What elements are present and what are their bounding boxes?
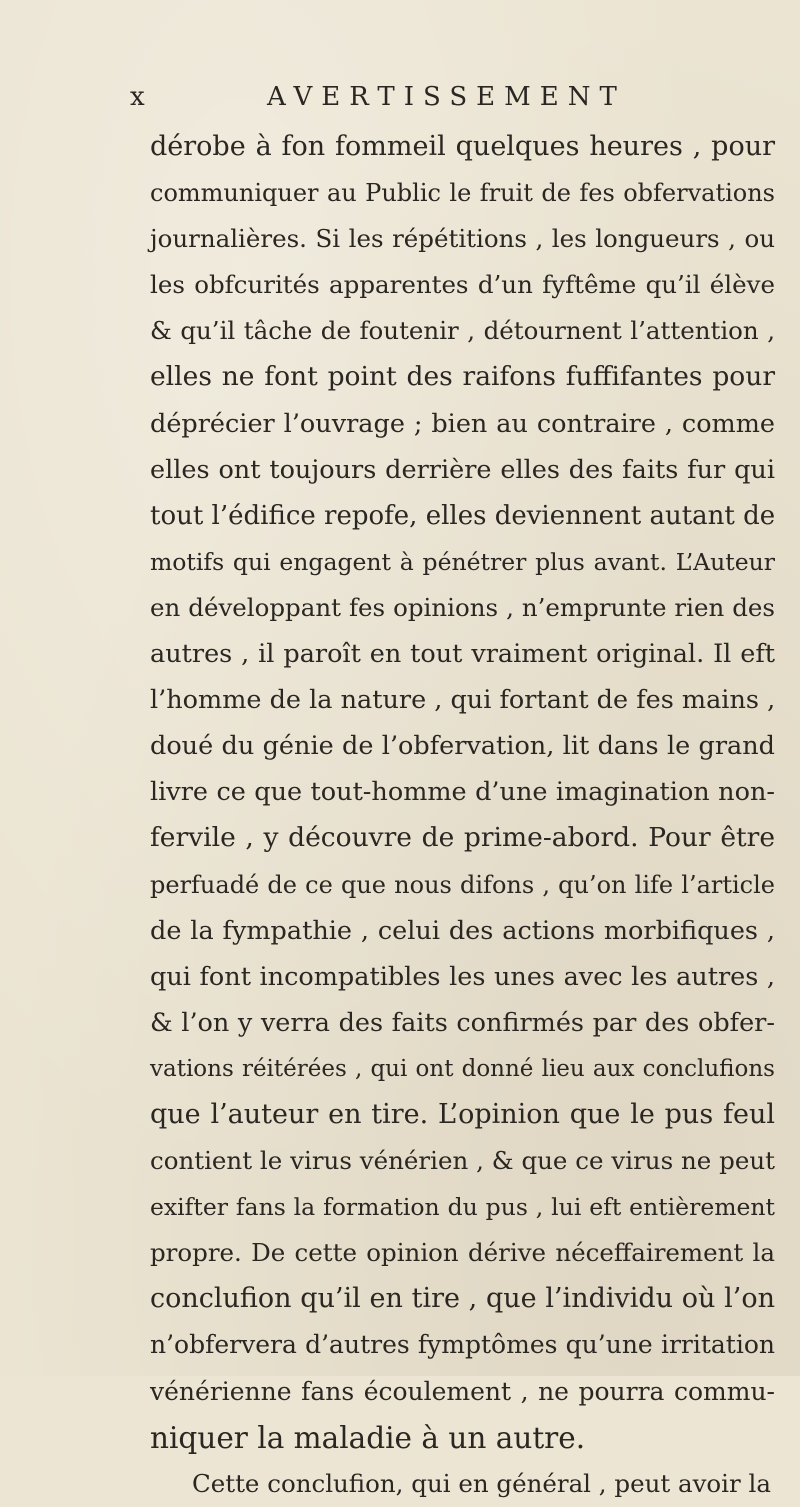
text-line: l’homme de la nature , qui fortant de fes mains , <box>150 685 776 716</box>
text-line: vations réitérées , qui ont donné lieu aux conclufions <box>150 1055 775 1082</box>
text-line: doué du génie de l’obfervation, lit dans le grand <box>150 731 775 762</box>
text-line: qui font incompatibles les unes avec les autres , <box>150 961 775 992</box>
text-line: motifs qui engagent à pénétrer plus avant. L’Auteur <box>150 547 775 576</box>
text-line: vénérienne fans écoulement , ne pourra commu- <box>150 1376 775 1406</box>
text-line: journalières. Si les répétitions , les longueurs , ou <box>150 224 775 254</box>
text-line: les obfcurités apparentes d’un fyftême qu’il élève <box>150 270 775 300</box>
text-line: tout l’édifice repofe, elles deviennent autant de <box>150 500 776 531</box>
text-line: de la fympathie , celui des actions morbifiques , <box>150 915 775 946</box>
text-line: livre ce que tout-homme d’une imagination non- <box>150 777 775 808</box>
page-header <box>130 82 760 122</box>
page-number: x <box>130 82 149 112</box>
text-line: contient le virus vénérien , & que ce virus ne peut <box>150 1146 775 1176</box>
text-line: exifter fans la formation du pus , lui eft entièrement <box>150 1193 775 1222</box>
running-title: AVERTISSEMENT <box>267 82 626 112</box>
text-line: communiquer au Public le fruit de fes obfervations <box>150 179 775 208</box>
text-line: dérobe à fon fommeil quelques heures , pour <box>150 131 775 162</box>
text-line: propre. De cette opinion dérive néceffairement la <box>150 1238 775 1268</box>
text-line: fervile , y découvre de prime-abord. Pour être <box>150 822 775 854</box>
text-line: elles ont toujours derrière elles des faits fur qui <box>150 454 775 485</box>
text-line: & l’on y verra des faits confirmés par des obfer- <box>150 1007 775 1038</box>
text-line: Cette conclufion, qui en général , peut avoir la <box>192 1468 771 1498</box>
text-line: niquer la maladie à un autre. <box>150 1420 586 1455</box>
body-text <box>150 124 775 1507</box>
text-line: perfuadé de ce que nous difons , qu’on life l’article <box>150 870 775 899</box>
text-line: n’obfervera d’autres fymptômes qu’une irritation <box>150 1330 775 1360</box>
text-line: déprécier l’ouvrage ; bien au contraire , comme <box>150 408 775 439</box>
text-line: conclufion qu’il en tire , que l’individu où l’on <box>150 1283 775 1315</box>
text-line: elles ne font point des raifons fuffifantes pour <box>150 361 775 393</box>
text-line: que l’auteur en tire. L’opinion que le pus feul <box>150 1098 775 1130</box>
text-line: en développant fes opinions , n’emprunte rien des <box>150 592 775 622</box>
text-line: & qu’il tâche de foutenir , détournent l’attention , <box>150 316 775 346</box>
text-line: autres , il paroît en tout vraiment original. Il eft <box>150 639 775 670</box>
